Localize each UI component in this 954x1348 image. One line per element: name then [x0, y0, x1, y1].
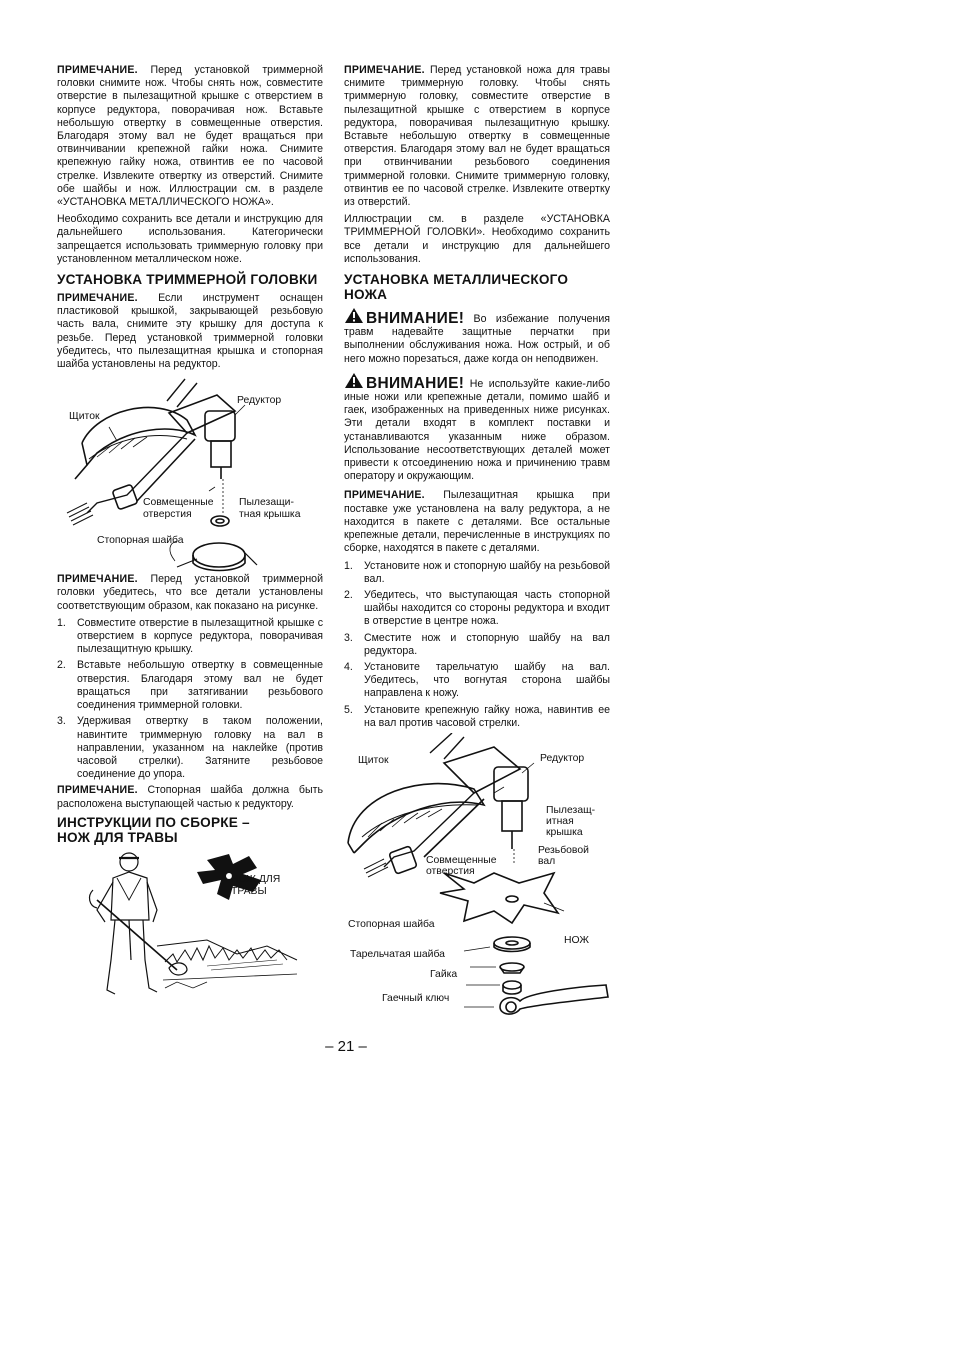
step-item [344, 661, 610, 701]
note-washer-orientation [57, 784, 323, 810]
step-item [57, 617, 323, 657]
step-text: Совместите отверстие в пылезащитной крышке с отверстием в корпусе редуктора, поворачивая пылезащитную крышку. [77, 616, 323, 656]
grass-blade-figure [57, 850, 323, 1000]
page-number: – 21 – [325, 1038, 367, 1055]
label-aligned-holes-1: Совмещенные [426, 854, 497, 866]
step-item [344, 560, 610, 586]
warning-heading: ВНИМАНИЕ! [366, 310, 465, 328]
step-number: 3. [344, 631, 353, 644]
trimmer-head-steps [57, 617, 323, 781]
warning-heading: ВНИМАНИЕ! [366, 374, 465, 392]
step-item [344, 704, 610, 730]
note-plastic-cap [57, 292, 323, 371]
trimmer-head-figure [57, 375, 323, 573]
section-title-line-1: ИНСТРУКЦИИ ПО СБОРКЕ – [57, 814, 250, 830]
note-label: ПРИМЕЧАНИЕ. [57, 573, 138, 586]
label-wrench: Гаечный ключ [382, 992, 450, 1004]
note-dust-cover [344, 489, 610, 555]
step-number: 4. [344, 660, 353, 673]
label-blade: НОЖ [564, 934, 589, 946]
step-text: Установите тарельчатую шайбу на вал. Убедитесь, что вогнутая сторона шайбы направлена к ножу. [364, 660, 610, 700]
warning-triangle-icon [344, 307, 364, 324]
label-dust-cover-1: Пылезащи- [239, 497, 294, 509]
label-threaded-shaft-2: вал [538, 855, 556, 867]
label-threaded-shaft-1: Резьбовой [538, 844, 589, 856]
see-illustrations-paragraph: Иллюстрации см. в разделе «УСТАНОВКА ТРИММЕРНОЙ ГОЛОВКИ». Необходимо сохранить все детали и инструкцию для дальнейшего использования. [344, 213, 610, 265]
note-text: Если инструмент оснащен пластиковой крышкой, закрывающей резьбовую часть вала, снимите эту крышку для доступа к резьбе. Перед установкой триммерной головки убедитесь, что пылезащитная крышка и стопорная шайба установлены на редуктор. [57, 292, 323, 371]
note-remove-blade [57, 64, 323, 209]
label-nut: Гайка [430, 968, 458, 980]
label-grass-blade-1: НОЖ ДЛЯ [231, 873, 281, 885]
note-text: Перед установкой ножа для травы снимите триммерную головку. Чтобы снять триммерную головку, совместите отверстие в пылезащитной крышке с отверстием в корпусе редуктора, поворачивая пылезащитную крышку. Вставьте небольшую отвертку в совмещенные отверстия. Благодаря этому вал не будет вращаться при отвинчивании резьбового соединения триммерной головки. Снимите триммерную головку, отвинтив ее по часовой стрелке. Извлеките отвертку из отверстий. [344, 64, 610, 209]
step-number: 2. [57, 659, 66, 672]
note-text: Перед установкой триммерной головки снимите нож. Чтобы снять нож, совместите отверстие в пылезащитной крышке с отверстием в корпусе редуктора, поворачивая нож. Вставьте небольшую отвертку в совмещенные отверстия. Благодаря этому вал не будет вращаться при отвинчивании крепежной гайки ножа. Снимите крепежную гайку ножа, отвинтив ее по часовой стрелке. Извлеките отвертку из отверстий. Снимите обе шайбы и нож. Иллюстрации см. в разделе «УСТАНОВКА МЕТАЛЛИЧЕСКОГО НОЖА». [57, 64, 323, 209]
label-dust-cover-2: тная крышка [239, 509, 301, 521]
label-gearbox: Редуктор [540, 752, 585, 764]
step-text: Вставьте небольшую отвертку в совмещенные отверстия. Благодаря этому вал не будет вращаться при затягивании резьбового соединения триммерной головки. [77, 659, 323, 712]
label-aligned-holes-1: Совмещенные [143, 497, 214, 509]
label-lock-washer: Стопорная шайба [348, 918, 435, 930]
step-item [57, 715, 323, 781]
step-number: 5. [344, 703, 353, 716]
section-title-line-2: НОЖ ДЛЯ ТРАВЫ [57, 829, 178, 845]
step-text: Удерживая отвертку в таком положении, навинтите триммерную головку на вал в направлении, указанном на наклейке (против часовой стрелки). Затяните резьбовое соединение до упора. [77, 715, 323, 781]
note-label: ПРИМЕЧАНИЕ. [57, 784, 138, 797]
note-label: ПРИМЕЧАНИЕ. [344, 489, 425, 502]
step-number: 1. [57, 616, 66, 629]
label-dust-cover-2: итная [546, 815, 574, 827]
step-text: Убедитесь, что выступающая часть стопорной шайбы находится со стороны редуктора и входит в отверстие в центре ножа. [364, 588, 610, 628]
warning-gloves [344, 307, 610, 366]
label-dust-cover-1: Пылезащ- [546, 804, 596, 816]
label-grass-blade-2: ТРАВЫ [231, 885, 267, 897]
label-dust-cover-3: крышка [546, 826, 583, 838]
section-title-trimmer-head: УСТАНОВКА ТРИММЕРНОЙ ГОЛОВКИ [57, 272, 318, 288]
warning-triangle-icon [344, 372, 364, 389]
step-text: Установите нож и стопорную шайбу на резьбовой вал. [364, 559, 610, 585]
label-shield: Щиток [69, 411, 100, 423]
note-text: Перед установкой триммерной головки убедитесь, что все детали установлены соответствующим образом, как показано на рисунке. [57, 573, 323, 612]
step-item [344, 589, 610, 629]
label-cup-washer: Тарельчатая шайба [350, 948, 445, 960]
warning-text: Во избежание получения травм надевайте защитные перчатки при выполнении обслуживания ножа. Нож острый, и об него можно порезаться, даже когда он неподвижен. [344, 313, 610, 365]
step-item [344, 632, 610, 658]
note-label: ПРИМЕЧАНИЕ. [344, 64, 425, 76]
step-number: 1. [344, 559, 353, 572]
metal-blade-illustration [344, 733, 610, 1018]
warning-parts [344, 372, 610, 484]
label-lock-washer: Стопорная шайба [97, 535, 184, 547]
metal-blade-steps [344, 560, 610, 730]
step-text: Сместите нож и стопорную шайбу на вал редуктора. [364, 631, 610, 657]
left-column [57, 64, 323, 1000]
label-aligned-holes-2: отверстия [143, 509, 192, 521]
step-number: 3. [57, 715, 66, 728]
warning-text: Не используйте какие-либо иные ножи или крепежные детали, помимо шайб и гаек, изображенных на приведенных ниже рисунках. Эти детали входят в комплект поставки и устанавливаются указанным ниже образом. Использование несоответствующих деталей может привести к отсоединению ножа и причинению травм оператору и окружающим. [344, 377, 611, 483]
step-text: Установите крепежную гайку ножа, навинтив ее на вал против часовой стрелки. [364, 703, 610, 729]
step-number: 2. [344, 588, 353, 601]
note-check-parts [57, 573, 323, 613]
note-text: Стопорная шайба должна быть расположена выступающей частью к редуктору. [57, 784, 323, 810]
label-gearbox: Редуктор [237, 395, 282, 407]
note-label: ПРИМЕЧАНИЕ. [57, 64, 138, 76]
step-item [57, 659, 323, 712]
section-title-grass-blade [57, 815, 323, 845]
note-label: ПРИМЕЧАНИЕ. [57, 292, 138, 305]
note-remove-trimmer-head [344, 64, 610, 209]
section-title-metal-blade: УСТАНОВКА МЕТАЛЛИЧЕСКОГО НОЖА [344, 272, 569, 303]
label-shield: Щиток [358, 754, 389, 766]
label-aligned-holes-2: отверстия [426, 865, 475, 877]
operator-with-trimmer-illustration [57, 850, 323, 1000]
keep-parts-paragraph: Необходимо сохранить все детали и инструкцию для дальнейшего использования. Категорически запрещается использовать триммерную головку при установленном металлическом ноже. [57, 213, 323, 265]
metal-blade-figure [344, 733, 610, 1018]
note-text: Пылезащитная крышка при поставке уже установлена на валу редуктора, а не находится в пакете с деталями. Все остальные крепежные детали, перечисленные в инструкциях по сборке, находятся в пакете с деталями. [344, 489, 610, 555]
right-column [344, 64, 610, 1018]
